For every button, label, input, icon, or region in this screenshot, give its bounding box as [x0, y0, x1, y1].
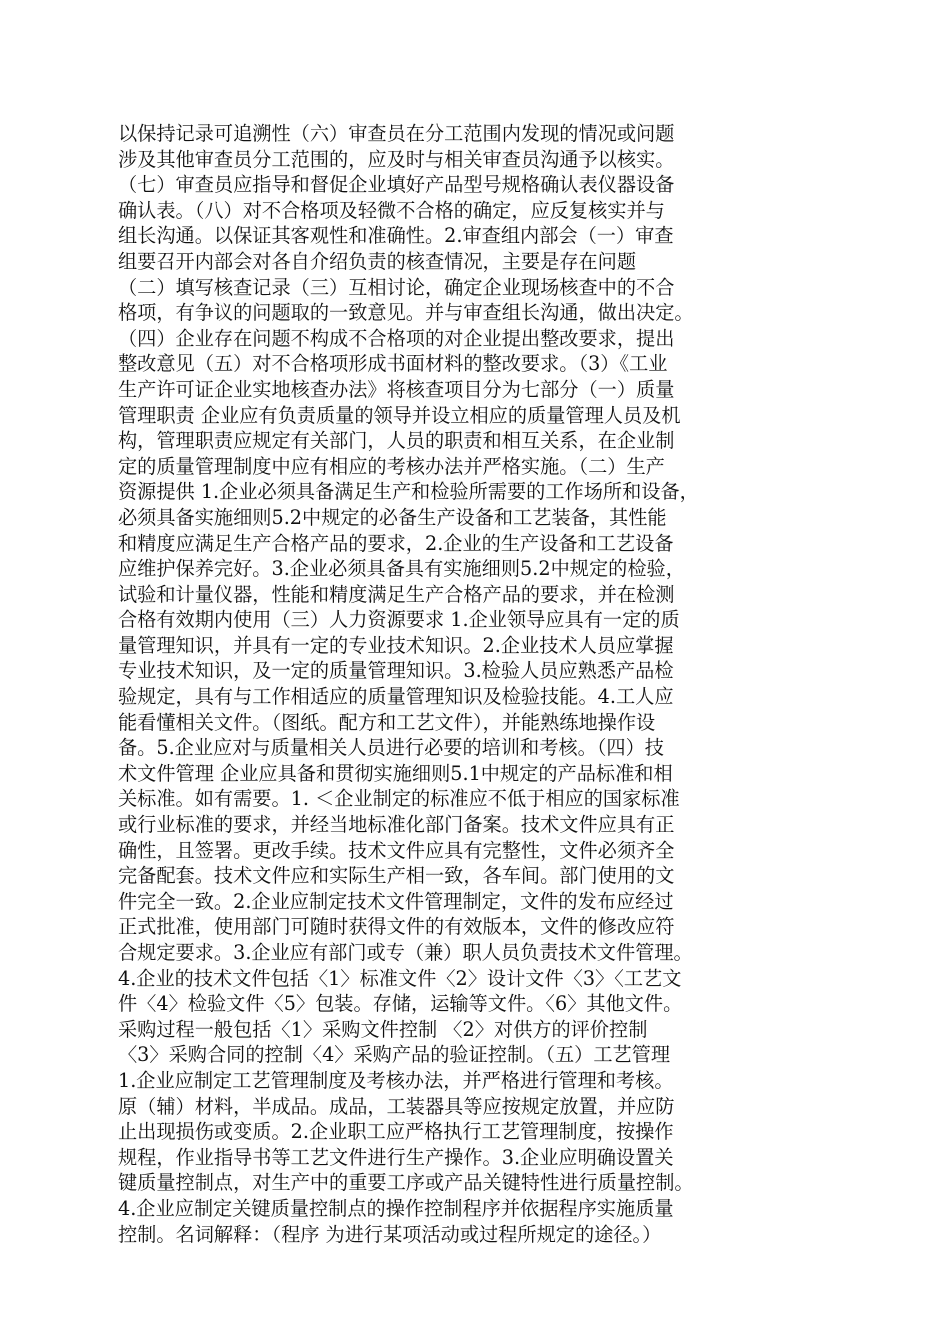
text-line: 止出现损伤或变质。2.企业职工应严格执行工艺管理制度，按操作 — [118, 1120, 674, 1144]
text-line: 涉及其他审查员分工范围的，应及时与相关审查员沟通予以核实。 — [118, 147, 675, 171]
text-line: 关标准。如有需要。1. ＜企业制定的标准应不低于相应的国家标准 — [118, 787, 680, 811]
text-line: 资源提供 1.企业必须具备满足生产和检验所需要的工作场所和设备， — [118, 480, 699, 504]
text-line: 整改意见（五）对不合格项形成书面材料的整改要求。（3）《工业 — [118, 352, 668, 376]
text-line: 管理职责 企业应有负责质量的领导并设立相应的质量管理人员及机 — [118, 403, 681, 427]
text-line: 必须具备实施细则5.2中规定的必备生产设备和工艺装备，其性能 — [118, 505, 667, 529]
text-line: 原（辅）材料，半成品。成品，工装器具等应按规定放置，并应防 — [118, 1094, 675, 1118]
text-line: （七）审查员应指导和督促企业填好产品型号规格确认表仪器设备 — [118, 173, 675, 197]
text-line: 生产许可证企业实地核查办法》将核查项目分为七部分（一）质量 — [118, 377, 675, 401]
text-line: 4.企业应制定关键质量控制点的操作控制程序并依据程序实施质量 — [118, 1196, 674, 1220]
text-line: 试验和计量仪器，性能和精度满足生产合格产品的要求，并在检测 — [118, 582, 675, 606]
text-line: 合规定要求。3.企业应有部门或专（兼）职人员负责技术文件管理。 — [118, 941, 693, 964]
text-line: 采购过程一般包括〈1〉采购文件控制 〈2〉对供方的评价控制 — [118, 1017, 648, 1041]
text-line: 或行业标准的要求，并经当地标准化部门备案。技术文件应具有正 — [118, 813, 675, 837]
text-line: 应维护保养完好。3.企业必须具备具有实施细则5.2中规定的检验， — [118, 557, 685, 581]
text-line: 能看懂相关文件。（图纸。配方和工艺文件），并能熟练地操作设 — [118, 710, 656, 734]
text-line: 定的质量管理制度中应有相应的考核办法并严格实施。（二）生产 — [118, 454, 665, 478]
text-line: （四）企业存在问题不构成不合格项的对企业提出整改要求，提出 — [118, 326, 675, 350]
text-line: 件〈4〉检验文件〈5〉包装。存储，运输等文件。〈6〉其他文件。 — [118, 992, 683, 1016]
text-line: 〈3〉采购合同的控制〈4〉采购产品的验证控制。（五）工艺管理 — [118, 1043, 671, 1067]
text-line: 格项，有争议的问题取的一致意见。并与审查组长沟通，做出决定。 — [118, 301, 694, 325]
text-line: 确性，且签署。更改手续。技术文件应具有完整性，文件必须齐全 — [118, 838, 675, 862]
text-line: 组要召开内部会对各自介绍负责的核查情况，主要是存在问题 — [118, 249, 637, 273]
text-line: （二）填写核查记录（三）互相讨论，确定企业现场核查中的不合 — [118, 275, 675, 299]
body-text — [118, 121, 818, 1247]
text-line: 正式批准，使用部门可随时获得文件的有效版本，文件的修改应符 — [118, 915, 675, 939]
text-line: 验规定，具有与工作相适应的质量管理知识及检验技能。4.工人应 — [118, 685, 674, 709]
text-line: 确认表。（八）对不合格项及轻微不合格的确定，应反复核实并与 — [118, 198, 665, 222]
text-line: 备。5.企业应对与质量相关人员进行必要的培训和考核。（四）技 — [118, 736, 664, 760]
text-line: 4.企业的技术文件包括〈1〉标准文件〈2〉设计文件〈3〉〈工艺文 — [118, 966, 682, 990]
text-line: 1.企业应制定工艺管理制度及考核办法，并严格进行管理和考核。 — [118, 1068, 674, 1092]
text-line: 完备配套。技术文件应和实际生产相一致，各车间。部门使用的文 — [118, 864, 675, 888]
text-line: 和精度应满足生产合格产品的要求，2.企业的生产设备和工艺设备 — [118, 531, 674, 555]
text-line: 量管理知识，并具有一定的专业技术知识。2.企业技术人员应掌握 — [118, 633, 674, 657]
text-line: 构，管理职责应规定有关部门，人员的职责和相互关系，在企业制 — [118, 429, 675, 453]
text-line: 组长沟通。以保证其客观性和准确性。2.审查组内部会（一）审查 — [118, 224, 674, 248]
text-line: 件完全一致。2.企业应制定技术文件管理制定，文件的发布应经过 — [118, 889, 674, 913]
text-line: 控制。名词解释：（程序 为进行某项活动或过程所规定的途径。） — [118, 1222, 662, 1246]
text-line: 规程，作业指导书等工艺文件进行生产操作。3.企业应明确设置关 — [118, 1145, 674, 1169]
text-line: 术文件管理 企业应具备和贯彻实施细则5.1中规定的产品标准和相 — [118, 761, 673, 785]
text-line: 合格有效期内使用（三）人力资源要求 1.企业领导应具有一定的质 — [118, 608, 680, 632]
text-line: 键质量控制点，对生产中的重要工序或产品关键特性进行质量控制。 — [118, 1171, 694, 1195]
text-line: 专业技术知识，及一定的质量管理知识。3.检验人员应熟悉产品检 — [118, 659, 674, 683]
text-line: 以保持记录可追溯性（六）审查员在分工范围内发现的情况或问题 — [118, 122, 675, 145]
